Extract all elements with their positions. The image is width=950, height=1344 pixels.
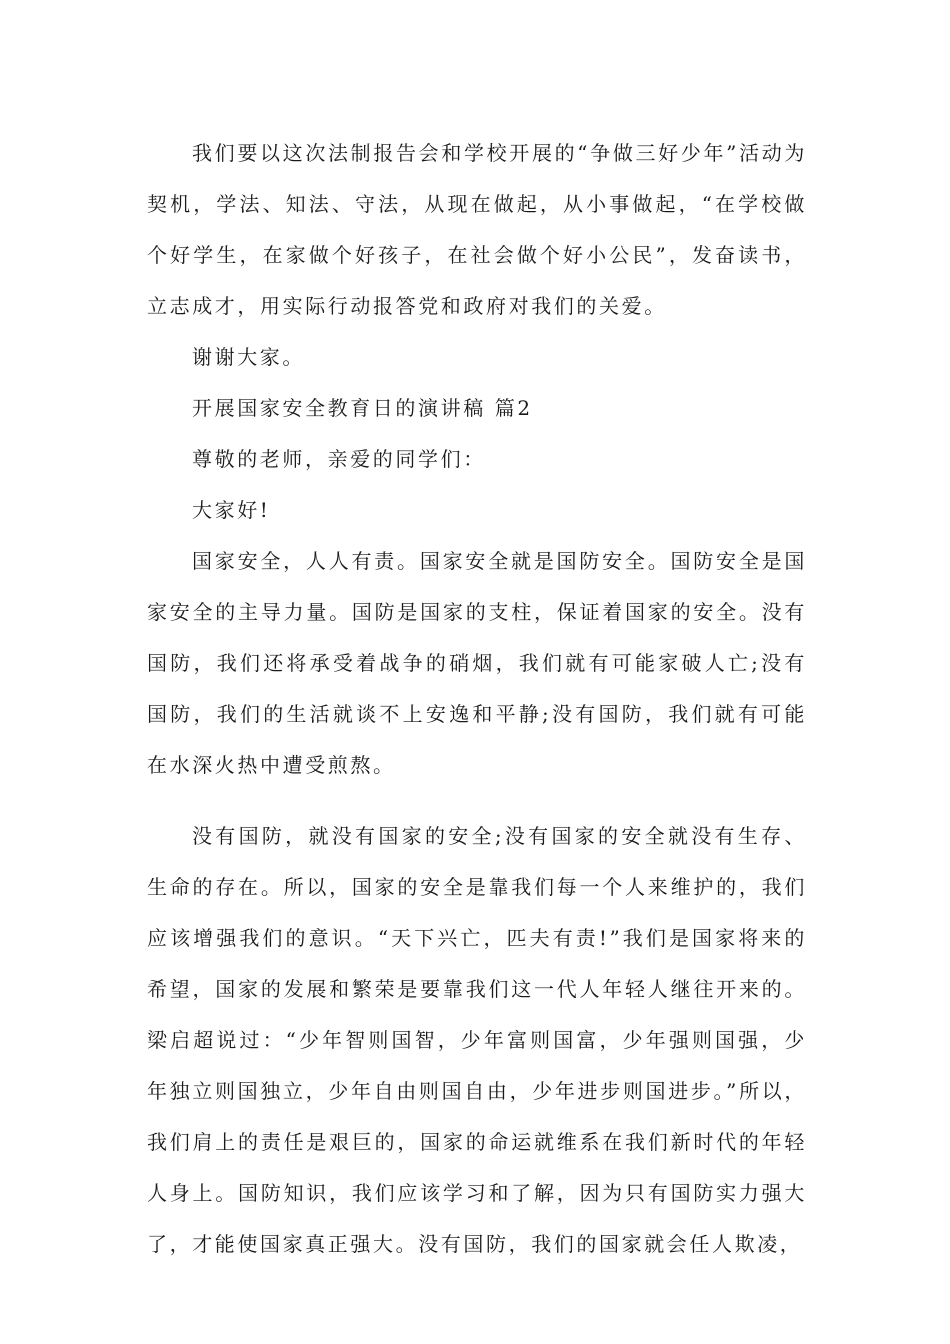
section-title: 开展国家安全教育日的演讲稿 篇2 [192,396,533,420]
paragraph-thanks: 谢谢大家。 [192,345,305,369]
paragraph-closing-appeal: 我们要以这次法制报告会和学校开展的“争做三好少年”活动为契机，学法、知法、守法，从现在做起，从小事做起，“在学校做个好学生，在家做个好孩子，在社会做个好小公民”，发奋读书，立志成才，用实际行动报答党和政府对我们的关爱。 [147,141,807,318]
paragraph-greeting: 大家好! [192,498,271,522]
paragraph-national-security: 国家安全，人人有责。国家安全就是国防安全。国防安全是国家安全的主导力量。国防是国家的支柱，保证着国家的安全。没有国防，我们还将承受着战争的硝烟，我们就有可能家破人亡;没有国防，我们的生活就谈不上安逸和平静;没有国防，我们就有可能在水深火热中遭受煎熬。 [147,549,807,777]
paragraph-salutation: 尊敬的老师，亲爱的同学们： [192,447,486,471]
document-page [147,128,807,1270]
paragraph-national-defense: 没有国防，就没有国家的安全;没有国家的安全就没有生存、生命的存在。所以，国家的安全是靠我们每一个人来维护的，我们应该增强我们的意识。“天下兴亡，匹夫有责!”我们是国家将来的希望，国家的发展和繁荣是要靠我们这一代人年轻人继往开来的。梁启超说过：“少年智则国智，少年富则国富，少年强则国强，少年独立则国独立，少年自由则国自由，少年进步则国进步。”所以，我们肩上的责任是艰巨的，国家的命运就维系在我们新时代的年轻人身上。国防知识，我们应该学习和了解，因为只有国防实力强大了，才能使国家真正强大。没有国防，我们的国家就会任人欺凌， [147,824,807,1256]
